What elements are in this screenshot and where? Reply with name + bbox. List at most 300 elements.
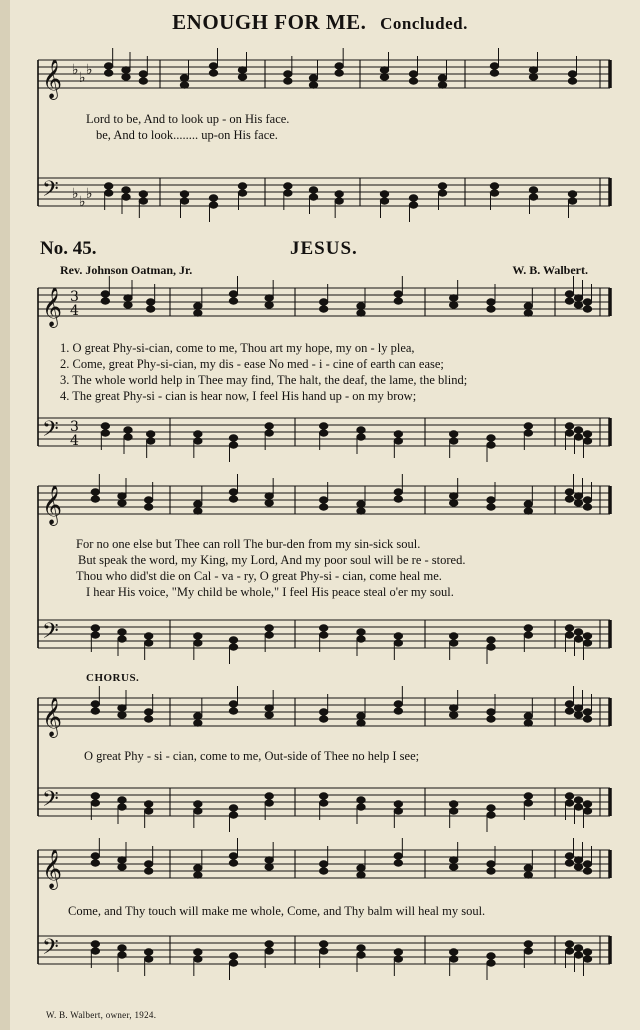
note-head — [529, 74, 537, 80]
note-head — [319, 709, 327, 715]
note-head — [146, 306, 154, 312]
top-lyric-line: be, And to look........ up-on His face. — [96, 128, 278, 142]
note-head — [449, 712, 457, 718]
note-head — [118, 952, 126, 958]
note-head — [309, 75, 317, 81]
treble-clef: 𝄞 — [42, 697, 63, 737]
note-head — [144, 801, 152, 807]
note-head — [565, 423, 573, 429]
note-head — [144, 956, 152, 962]
chorus-line-1: O great Phy - si - cian, come to me, Out-side of Thee no help I see; — [84, 749, 420, 763]
verse-4-line-1: 4. The great Phy-si - cian is hear now, I feel His hand up - on my brow; — [60, 389, 417, 403]
note-head — [357, 945, 365, 951]
note-head — [449, 864, 457, 870]
note-head — [583, 949, 591, 955]
note-head — [574, 712, 582, 718]
note-head — [238, 183, 246, 189]
note-head — [265, 302, 273, 308]
note-head — [104, 63, 112, 69]
note-head — [319, 861, 327, 867]
note-head — [118, 864, 126, 870]
verse-1-line-2: For no one else but Thee can roll The bur-den from my sin-sick soul. — [76, 537, 421, 551]
note-head — [565, 701, 573, 707]
note-head — [284, 190, 292, 196]
note-head — [565, 941, 573, 947]
note-head — [357, 310, 365, 316]
note-head — [574, 705, 582, 711]
note-head — [194, 808, 202, 814]
note-head — [194, 431, 202, 437]
note-head — [194, 508, 202, 514]
note-head — [394, 956, 402, 962]
note-head — [583, 306, 591, 312]
note-head — [319, 423, 327, 429]
note-head — [529, 194, 537, 200]
note-head — [319, 306, 327, 312]
note-head — [357, 636, 365, 642]
bass-clef: 𝄢 — [42, 177, 59, 207]
note-head — [309, 187, 317, 193]
note-head — [265, 864, 273, 870]
note-head — [180, 75, 188, 81]
note-head — [229, 496, 237, 502]
note-head — [487, 812, 495, 818]
note-head — [265, 712, 273, 718]
note-head — [265, 500, 273, 506]
time-signature-bottom: 4 — [70, 433, 79, 449]
note-head — [265, 493, 273, 499]
note-head — [319, 632, 327, 638]
note-head — [357, 952, 365, 958]
note-head — [144, 640, 152, 646]
note-head — [335, 70, 343, 76]
note-head — [319, 716, 327, 722]
note-head — [449, 949, 457, 955]
note-head — [524, 632, 532, 638]
note-head — [180, 198, 188, 204]
note-head — [265, 941, 273, 947]
flat-sign: ♭ — [72, 62, 79, 78]
note-head — [487, 504, 495, 510]
note-head — [529, 187, 537, 193]
note-head — [144, 861, 152, 867]
note-head — [409, 195, 417, 201]
note-head — [409, 71, 417, 77]
note-head — [583, 861, 591, 867]
note-head — [118, 636, 126, 642]
note-head — [487, 716, 495, 722]
note-head — [394, 291, 402, 297]
note-head — [394, 431, 402, 437]
note-head — [524, 793, 532, 799]
note-head — [229, 860, 237, 866]
note-head — [449, 500, 457, 506]
treble-clef: 𝄞 — [42, 59, 63, 99]
note-head — [449, 633, 457, 639]
note-head — [91, 948, 99, 954]
note-head — [265, 430, 273, 436]
note-head — [144, 504, 152, 510]
note-head — [394, 808, 402, 814]
note-head — [394, 801, 402, 807]
note-head — [265, 948, 273, 954]
note-head — [229, 805, 237, 811]
note-head — [357, 865, 365, 871]
verse-3-line-2: Thou who did'st die on Cal - va - ry, O great Phy-si - cian, come heal me. — [76, 569, 442, 583]
note-head — [568, 198, 576, 204]
note-head — [438, 75, 446, 81]
note-head — [265, 423, 273, 429]
note-head — [319, 497, 327, 503]
note-head — [490, 63, 498, 69]
note-head — [194, 303, 202, 309]
note-head — [583, 497, 591, 503]
note-head — [568, 71, 576, 77]
note-head — [583, 801, 591, 807]
note-head — [144, 633, 152, 639]
note-head — [574, 427, 582, 433]
note-head — [265, 295, 273, 301]
note-head — [394, 708, 402, 714]
note-head — [335, 191, 343, 197]
note-head — [229, 701, 237, 707]
treble-clef: 𝄞 — [42, 287, 63, 327]
note-head — [357, 713, 365, 719]
time-signature-top: 3 — [70, 419, 79, 435]
note-head — [565, 489, 573, 495]
note-head — [118, 493, 126, 499]
note-head — [118, 705, 126, 711]
treble-clef: 𝄞 — [42, 485, 63, 525]
note-head — [101, 423, 109, 429]
note-head — [209, 195, 217, 201]
note-head — [394, 633, 402, 639]
note-head — [118, 629, 126, 635]
note-head — [124, 427, 132, 433]
note-head — [104, 183, 112, 189]
top-lyric-line: Lord to be, And to look up - on His face. — [86, 112, 290, 126]
note-head — [574, 952, 582, 958]
note-head — [487, 435, 495, 441]
note-head — [229, 853, 237, 859]
note-head — [194, 720, 202, 726]
note-head — [524, 303, 532, 309]
note-head — [438, 82, 446, 88]
note-head — [139, 191, 147, 197]
note-head — [91, 860, 99, 866]
note-head — [524, 872, 532, 878]
note-head — [583, 716, 591, 722]
note-head — [583, 431, 591, 437]
note-head — [319, 948, 327, 954]
note-head — [124, 302, 132, 308]
note-head — [438, 183, 446, 189]
note-head — [335, 198, 343, 204]
note-head — [574, 629, 582, 635]
note-head — [229, 489, 237, 495]
note-head — [574, 493, 582, 499]
note-head — [574, 500, 582, 506]
note-head — [380, 198, 388, 204]
note-head — [104, 70, 112, 76]
note-head — [524, 713, 532, 719]
note-head — [284, 183, 292, 189]
note-head — [194, 956, 202, 962]
note-head — [265, 632, 273, 638]
note-head — [574, 945, 582, 951]
note-head — [144, 808, 152, 814]
note-head — [583, 640, 591, 646]
note-head — [91, 800, 99, 806]
note-head — [524, 720, 532, 726]
note-head — [91, 489, 99, 495]
note-head — [583, 808, 591, 814]
note-head — [524, 941, 532, 947]
note-head — [265, 625, 273, 631]
note-head — [565, 800, 573, 806]
note-head — [91, 632, 99, 638]
note-head — [565, 632, 573, 638]
note-head — [357, 720, 365, 726]
treble-clef: 𝄞 — [42, 849, 63, 889]
note-head — [124, 295, 132, 301]
note-head — [574, 797, 582, 803]
note-head — [357, 303, 365, 309]
note-head — [209, 63, 217, 69]
hymn-author: Rev. Johnson Oatman, Jr. — [60, 263, 193, 277]
note-head — [91, 941, 99, 947]
verse-4-line-2: I hear His voice, "My child be whole," I feel His peace steal o'er my soul. — [86, 585, 454, 599]
note-head — [409, 78, 417, 84]
note-head — [394, 949, 402, 955]
note-head — [380, 191, 388, 197]
note-head — [91, 625, 99, 631]
note-head — [574, 864, 582, 870]
note-head — [357, 434, 365, 440]
note-head — [284, 71, 292, 77]
note-head — [487, 868, 495, 874]
note-head — [490, 183, 498, 189]
note-head — [118, 797, 126, 803]
note-head — [487, 805, 495, 811]
note-head — [449, 801, 457, 807]
note-head — [565, 793, 573, 799]
note-head — [139, 198, 147, 204]
chorus-label: CHORUS. — [86, 672, 140, 684]
note-head — [394, 298, 402, 304]
note-head — [524, 865, 532, 871]
note-head — [238, 74, 246, 80]
note-head — [319, 868, 327, 874]
note-head — [91, 708, 99, 714]
note-head — [319, 430, 327, 436]
page-edge — [0, 0, 10, 1030]
note-head — [449, 808, 457, 814]
note-head — [180, 191, 188, 197]
note-head — [194, 633, 202, 639]
note-head — [91, 853, 99, 859]
note-head — [319, 299, 327, 305]
note-head — [583, 504, 591, 510]
note-head — [574, 302, 582, 308]
note-head — [319, 504, 327, 510]
note-head — [101, 430, 109, 436]
chorus-line-2: Come, and Thy touch will make me whole, Come, and Thy balm will heal my soul. — [68, 904, 486, 918]
note-head — [194, 501, 202, 507]
note-head — [144, 868, 152, 874]
bass-clef: 𝄢 — [42, 619, 59, 649]
note-head — [449, 493, 457, 499]
flat-sign: ♭ — [86, 186, 93, 202]
note-head — [357, 427, 365, 433]
note-head — [144, 709, 152, 715]
note-head — [565, 948, 573, 954]
note-head — [319, 941, 327, 947]
note-head — [229, 291, 237, 297]
note-head — [487, 953, 495, 959]
note-head — [229, 812, 237, 818]
note-head — [583, 709, 591, 715]
note-head — [565, 853, 573, 859]
note-head — [118, 857, 126, 863]
note-head — [309, 194, 317, 200]
note-head — [319, 800, 327, 806]
verse-2-line-2: But speak the word, my King, my Lord, And my poor soul will be re - stored. — [78, 553, 466, 567]
note-head — [144, 716, 152, 722]
note-head — [394, 701, 402, 707]
note-head — [118, 804, 126, 810]
note-head — [309, 82, 317, 88]
note-head — [265, 857, 273, 863]
note-head — [568, 78, 576, 84]
note-head — [487, 442, 495, 448]
note-head — [380, 67, 388, 73]
note-head — [238, 190, 246, 196]
note-head — [229, 435, 237, 441]
note-head — [574, 295, 582, 301]
note-head — [449, 431, 457, 437]
note-head — [574, 434, 582, 440]
hymn-composer: W. B. Walbert. — [512, 263, 588, 277]
note-head — [357, 629, 365, 635]
note-head — [487, 644, 495, 650]
top-hymn-title-suffix: Concluded. — [380, 14, 468, 33]
note-head — [238, 67, 246, 73]
note-head — [104, 190, 112, 196]
verse-3-line-1: 3. The whole world help in Thee may find, The halt, the deaf, the lame, the blind; — [60, 373, 468, 387]
note-head — [209, 202, 217, 208]
bass-clef: 𝄢 — [42, 787, 59, 817]
note-head — [574, 857, 582, 863]
note-head — [284, 78, 292, 84]
note-head — [524, 430, 532, 436]
note-head — [394, 640, 402, 646]
note-head — [565, 625, 573, 631]
note-head — [524, 501, 532, 507]
note-head — [357, 501, 365, 507]
note-head — [194, 801, 202, 807]
note-head — [146, 438, 154, 444]
note-head — [524, 423, 532, 429]
note-head — [194, 640, 202, 646]
note-head — [490, 70, 498, 76]
note-head — [194, 872, 202, 878]
note-head — [490, 190, 498, 196]
note-head — [583, 299, 591, 305]
verse-2-line-1: 2. Come, great Phy-si-cian, my dis - ease No med - i - cine of earth can ease; — [60, 357, 444, 371]
note-head — [194, 949, 202, 955]
note-head — [487, 497, 495, 503]
bass-clef: 𝄢 — [42, 935, 59, 965]
note-head — [574, 804, 582, 810]
note-head — [194, 713, 202, 719]
hymn-title: JESUS. — [290, 238, 358, 259]
note-head — [319, 625, 327, 631]
note-head — [180, 82, 188, 88]
note-head — [265, 793, 273, 799]
note-head — [524, 310, 532, 316]
note-head — [565, 298, 573, 304]
note-head — [565, 496, 573, 502]
note-head — [139, 71, 147, 77]
note-head — [229, 960, 237, 966]
note-head — [394, 496, 402, 502]
note-head — [229, 298, 237, 304]
note-head — [118, 500, 126, 506]
note-head — [122, 74, 130, 80]
note-head — [122, 187, 130, 193]
note-head — [265, 705, 273, 711]
note-head — [118, 712, 126, 718]
note-head — [394, 438, 402, 444]
note-head — [229, 442, 237, 448]
note-head — [487, 960, 495, 966]
note-head — [319, 793, 327, 799]
note-head — [583, 438, 591, 444]
note-head — [565, 708, 573, 714]
note-head — [122, 194, 130, 200]
note-head — [91, 793, 99, 799]
note-head — [524, 800, 532, 806]
note-head — [487, 861, 495, 867]
note-head — [529, 67, 537, 73]
note-head — [91, 496, 99, 502]
note-head — [524, 625, 532, 631]
bass-clef: 𝄢 — [42, 417, 59, 447]
hymn-number: No. 45. — [40, 238, 97, 259]
note-head — [565, 291, 573, 297]
note-head — [409, 202, 417, 208]
flat-sign: ♭ — [72, 186, 79, 202]
note-head — [394, 489, 402, 495]
note-head — [209, 70, 217, 76]
copyright-footer: W. B. Walbert, owner, 1924. — [46, 1010, 157, 1020]
note-head — [449, 302, 457, 308]
note-head — [144, 497, 152, 503]
note-head — [449, 956, 457, 962]
note-head — [101, 291, 109, 297]
note-head — [574, 636, 582, 642]
time-signature-bottom: 4 — [70, 303, 79, 319]
note-head — [449, 295, 457, 301]
note-head — [146, 431, 154, 437]
time-signature-top: 3 — [70, 289, 79, 305]
note-head — [487, 709, 495, 715]
note-head — [394, 853, 402, 859]
note-head — [583, 633, 591, 639]
flat-sign: ♭ — [79, 194, 86, 210]
note-head — [124, 434, 132, 440]
